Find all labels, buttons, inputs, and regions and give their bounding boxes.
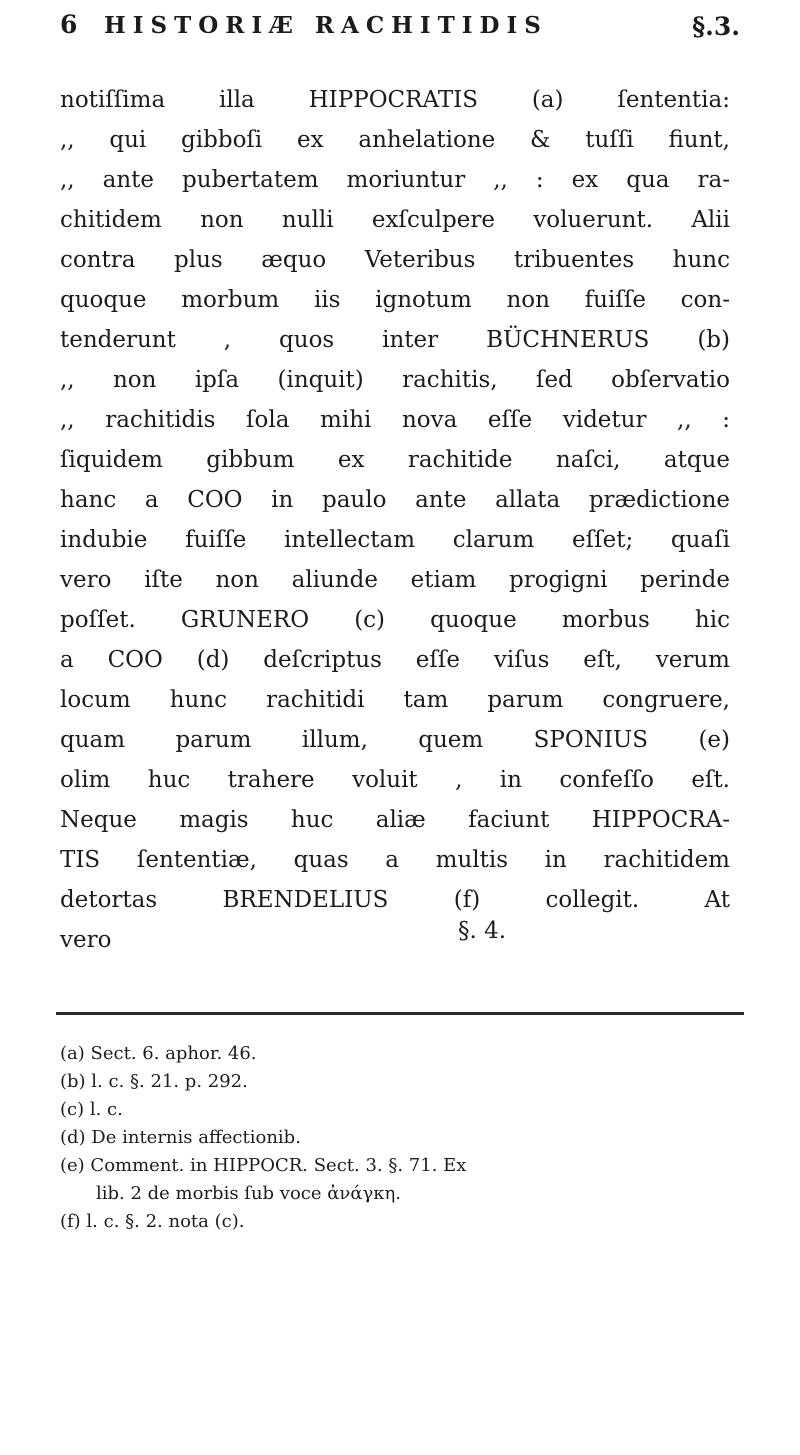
body-line: chitidem non nulli exſculpere voluerunt. Alii [60, 207, 730, 233]
body-line: poſſet. GRUNERO (c) quoque morbus hic [60, 607, 730, 633]
body-line: locum hunc rachitidi tam parum congruere, [60, 687, 730, 713]
footnote: (c) l. c. [60, 1099, 123, 1120]
body-line: ,, rachitidis ſola mihi nova eſſe videtur ,, : [60, 407, 730, 433]
running-head [60, 10, 740, 60]
body-line: vero iſte non aliunde etiam progigni perinde [60, 567, 730, 593]
footnote-rule [56, 1012, 744, 1015]
footnote: (d) De internis affectionib. [60, 1127, 301, 1148]
body-line: Neque magis huc aliæ faciunt HIPPOCRA- [60, 807, 730, 833]
body-line: TIS ſententiæ, quas a multis in rachitidem [60, 847, 730, 873]
body-line: contra plus æquo Veteribus tribuentes hunc [60, 247, 730, 273]
body-line: quam parum illum, quem SPONIUS (e) [60, 727, 730, 753]
body-line: vero [60, 927, 112, 953]
running-title: HISTORIÆ RACHITIDIS [104, 12, 548, 39]
body-line: indubie fuiſſe intellectam clarum eſſet; quaſi [60, 527, 730, 553]
footnote: (a) Sect. 6. aphor. 46. [60, 1043, 257, 1064]
body-text [60, 80, 730, 960]
body-line: ſiquidem gibbum ex rachitide naſci, atque [60, 447, 730, 473]
body-line: hanc a COO in paulo ante allata prædictione [60, 487, 730, 513]
body-line: detortas BRENDELIUS (f) collegit. At [60, 887, 730, 913]
body-line: a COO (d) deſcriptus eſſe viſus eſt, verum [60, 647, 730, 673]
body-line: notiſſima illa HIPPOCRATIS (a) ſententia: [60, 87, 730, 113]
footnote: (b) l. c. §. 21. p. 292. [60, 1071, 248, 1092]
body-line: quoque morbum iis ignotum non fuiſſe con- [60, 287, 730, 313]
footnote-continuation: lib. 2 de morbis ſub voce ἀνάγκη. [96, 1183, 402, 1204]
body-line: ,, non ipſa (inquit) rachitis, ſed obſervatio [60, 367, 730, 393]
section-number: §.3. [692, 12, 740, 41]
page-number: 6 [60, 10, 81, 39]
footnote: (f) l. c. §. 2. nota (c). [60, 1211, 245, 1232]
footnotes [60, 1040, 740, 1236]
body-line: olim huc trahere voluit , in confeſſo eſt. [60, 767, 730, 793]
body-line: ,, qui gibboſi ex anhelatione & tuſſi fiunt, [60, 127, 730, 153]
next-section-marker: §. 4. [458, 918, 507, 944]
body-line: tenderunt , quos inter BÜCHNERUS (b) [60, 327, 730, 353]
footnote: (e) Comment. in HIPPOCR. Sect. 3. §. 71. Ex [60, 1155, 467, 1176]
body-line: ,, ante pubertatem moriuntur ,, : ex qua ra- [60, 167, 730, 193]
